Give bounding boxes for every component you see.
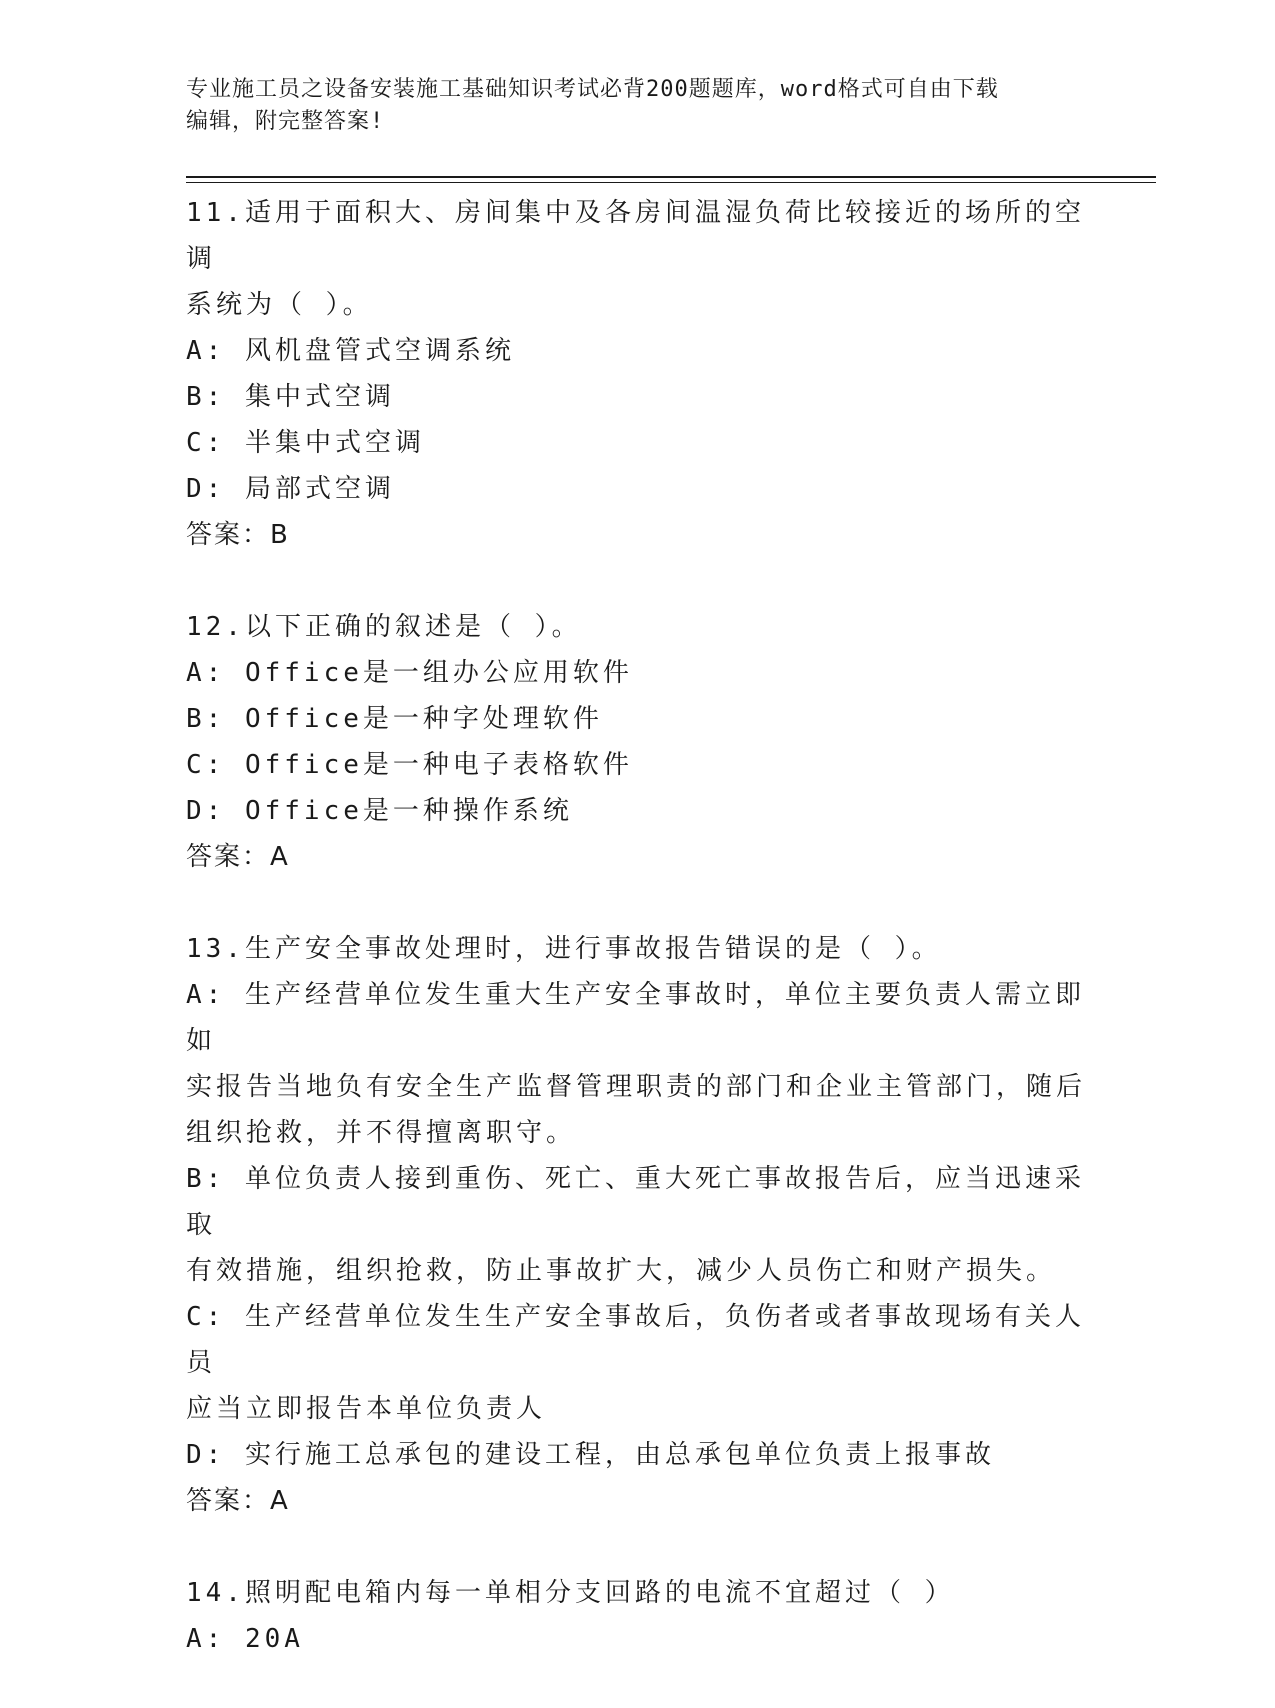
option-text-line: D: 实行施工总承包的建设工程，由总承包单位负责上报事故 [186, 1440, 995, 1470]
answer-label: 答案：A [186, 842, 290, 872]
question-stem-line: 13.生产安全事故处理时，进行事故报告错误的是（ ）。 [186, 934, 942, 964]
option-text-line: A: 生产经营单位发生重大生产安全事故时，单位主要负责人需立即如 [186, 980, 1085, 1056]
option-text-line: A: 风机盘管式空调系统 [186, 336, 515, 366]
question-14 [186, 1570, 1086, 1662]
option-d [186, 788, 1086, 834]
answer-label: 答案：A [186, 1486, 290, 1516]
header-line-2: 编辑，附完整答案! [186, 109, 385, 134]
option-b [186, 1156, 1086, 1294]
option-text-line: A: Office是一组办公应用软件 [186, 658, 633, 688]
option-a [186, 1616, 1086, 1662]
option-a [186, 650, 1086, 696]
option-text-line: B: Office是一种字处理软件 [186, 704, 603, 734]
option-text-line: B: 集中式空调 [186, 382, 395, 412]
header-line-1: 专业施工员之设备安装施工基础知识考试必背200题题库，word格式可自由下载 [186, 77, 999, 102]
question-stem-line: 12.以下正确的叙述是（ ）。 [186, 612, 582, 642]
header-rule-thick [186, 176, 1156, 178]
option-a [186, 328, 1086, 374]
option-text-line: 应当立即报告本单位负责人 [186, 1394, 547, 1424]
option-text-line: C: 生产经营单位发生生产安全事故后，负伤者或者事故现场有关人员 [186, 1302, 1085, 1378]
option-d [186, 1432, 1086, 1478]
question-list [186, 190, 1086, 1708]
answer-label: 答案：B [186, 520, 290, 550]
question-11 [186, 190, 1086, 558]
header-rule-thin [186, 182, 1156, 183]
question-stem-line: 11.适用于面积大、房间集中及各房间温湿负荷比较接近的场所的空调 [186, 198, 1085, 274]
question-13 [186, 926, 1086, 1524]
document-page [186, 0, 1156, 1654]
option-text-line: B: 单位负责人接到重伤、死亡、重大死亡事故报告后，应当迅速采取 [186, 1164, 1085, 1240]
option-b [186, 696, 1086, 742]
option-b [186, 374, 1086, 420]
option-text-line: A: 20A [186, 1624, 304, 1654]
option-text-line: C: 半集中式空调 [186, 428, 425, 458]
option-c [186, 742, 1086, 788]
option-text-line: C: Office是一种电子表格软件 [186, 750, 633, 780]
option-c [186, 420, 1086, 466]
question-stem-line: 系统为（ ）。 [186, 290, 373, 320]
option-text-line: D: 局部式空调 [186, 474, 395, 504]
option-d [186, 466, 1086, 512]
option-a [186, 972, 1086, 1156]
document-header [186, 74, 1066, 138]
option-text-line: D: Office是一种操作系统 [186, 796, 573, 826]
option-c [186, 1294, 1086, 1432]
option-text-line: 组织抢救，并不得擅离职守。 [186, 1118, 577, 1148]
question-stem-line: 14.照明配电箱内每一单相分支回路的电流不宜超过（ ） [186, 1578, 955, 1608]
option-text-line: 有效措施，组织抢救，防止事故扩大，减少人员伤亡和财产损失。 [186, 1256, 1057, 1286]
question-12 [186, 604, 1086, 880]
option-text-line: 实报告当地负有安全生产监督管理职责的部门和企业主管部门，随后 [186, 1072, 1087, 1102]
